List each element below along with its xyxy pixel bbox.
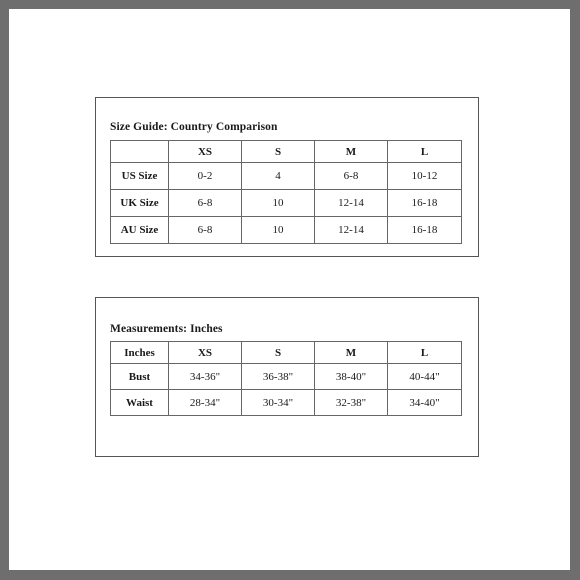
table-cell: 10 [242, 217, 315, 244]
row-label: UK Size [111, 190, 169, 217]
column-header-m: M [315, 342, 388, 364]
table-cell: 30-34" [242, 390, 315, 416]
column-header-xs: XS [169, 342, 242, 364]
column-header-m: M [315, 141, 388, 163]
row-label: AU Size [111, 217, 169, 244]
table-row [111, 364, 462, 390]
table-cell: 38-40" [315, 364, 388, 390]
table-cell: 12-14 [315, 217, 388, 244]
table-cell: 10-12 [388, 163, 462, 190]
table-cell: 36-38" [242, 364, 315, 390]
table-cell: 12-14 [315, 190, 388, 217]
column-header-s: S [242, 342, 315, 364]
column-header-s: S [242, 141, 315, 163]
measurements-card [95, 297, 479, 457]
page [9, 9, 570, 570]
table-row [111, 217, 462, 244]
table-cell: 16-18 [388, 190, 462, 217]
column-header-xs: XS [169, 141, 242, 163]
table-cell: 34-36" [169, 364, 242, 390]
table-cell: 34-40" [388, 390, 462, 416]
country-comparison-table [110, 140, 462, 244]
row-label: US Size [111, 163, 169, 190]
country-comparison-card [95, 97, 479, 257]
corner-cell [111, 141, 169, 163]
table-cell: 4 [242, 163, 315, 190]
table-cell: 10 [242, 190, 315, 217]
table-cell: 0-2 [169, 163, 242, 190]
column-header-l: L [388, 141, 462, 163]
row-label: Bust [111, 364, 169, 390]
table-cell: 6-8 [169, 217, 242, 244]
table-row [111, 390, 462, 416]
table-row [111, 190, 462, 217]
column-header-l: L [388, 342, 462, 364]
header-row [111, 342, 462, 364]
table-cell: 32-38" [315, 390, 388, 416]
corner-cell: Inches [111, 342, 169, 364]
row-label: Waist [111, 390, 169, 416]
table-cell: 6-8 [315, 163, 388, 190]
table-cell: 6-8 [169, 190, 242, 217]
measurements-table [110, 341, 462, 416]
measurements-title: Measurements: Inches [110, 323, 223, 335]
header-row [111, 141, 462, 163]
table-cell: 16-18 [388, 217, 462, 244]
table-row [111, 163, 462, 190]
table-cell: 40-44" [388, 364, 462, 390]
table-cell: 28-34" [169, 390, 242, 416]
country-comparison-title: Size Guide: Country Comparison [110, 121, 278, 133]
